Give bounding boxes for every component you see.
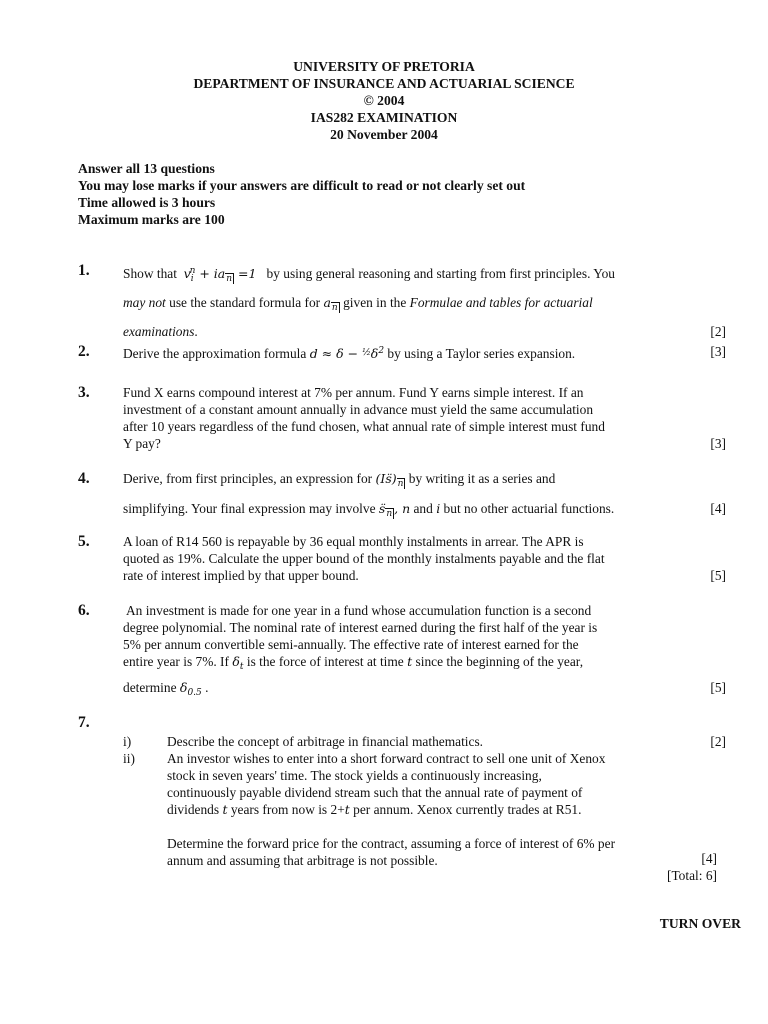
instruction-line: Answer all 13 questions — [78, 161, 215, 176]
question-7-parts — [78, 733, 726, 869]
question-body — [123, 533, 726, 584]
q1-reference: Formulae and tables for actuarial — [409, 295, 593, 310]
q7i-text: Describe the concept of arbitrage in financial mathematics. — [167, 734, 484, 749]
q6-symbol-t: t — [407, 654, 413, 669]
question-mark: [4] — [701, 851, 717, 866]
q4-text: by writing it as a series and — [408, 471, 556, 486]
q7ii-line: Determine the forward price for the contract, assuming a force of interest of 6% per — [167, 836, 616, 851]
exam-header — [0, 58, 768, 143]
q3-line: investment of a constant amount annually in advance must yield the same accumulation — [123, 402, 594, 417]
q1-text: use the standard formula for — [169, 295, 321, 310]
question-number: 1. — [78, 262, 90, 279]
question-mark: [2] — [710, 324, 726, 339]
question-mark: [3] — [710, 344, 726, 359]
instruction-line: Maximum marks are 100 — [78, 212, 225, 227]
question-total: [Total: 6] — [666, 868, 717, 883]
question-number: 4. — [78, 470, 90, 487]
q4-text: but no other actuarial functions. — [443, 501, 615, 516]
q1-reference: examinations — [123, 324, 195, 339]
turn-over-label: TURN OVER — [659, 916, 741, 931]
q4-text: and — [413, 501, 433, 516]
q7-symbol-t: t — [344, 802, 350, 817]
q7-part-i — [123, 733, 726, 750]
q6-line: 5% per annum convertible semi-annually. The effective rate of interest earned for the — [123, 637, 579, 652]
q1-text: by using general reasoning and starting from first principles. You — [266, 266, 615, 281]
question-mark: [2] — [710, 734, 726, 749]
q7-part-ii — [123, 750, 726, 869]
q2-formula: $d \approx \delta - ^{\frac{1}{2}}\delta^2$ — [309, 346, 385, 361]
q4-text: simplifying. Your final expression may involve — [123, 501, 376, 516]
question-body — [123, 343, 726, 362]
q6-text: since the beginning of the year, — [415, 654, 584, 669]
question-body — [123, 470, 726, 523]
question-2 — [78, 343, 726, 362]
q6-line: degree polynomial. The nominal rate of interest earned during the first half of the year is — [123, 620, 598, 635]
q5-line: A loan of R14 560 is repayable by 36 equal monthly instalments in arrear. The APR is — [123, 534, 584, 549]
part-label: ii) — [123, 751, 135, 766]
instructions — [78, 160, 525, 228]
q1-annuity-symbol: $a_n$ — [323, 295, 338, 313]
q7ii-line: annum and assuming that arbitrage is not possible. — [167, 853, 438, 868]
question-mark: [4] — [710, 501, 726, 516]
question-1 — [78, 262, 726, 340]
q2-text: Derive the approximation formula — [123, 346, 307, 361]
exam-date: 20 November 2004 — [330, 127, 438, 142]
q6-line: An investment is made for one year in a fund whose accumulation function is a second — [126, 603, 592, 618]
question-4 — [78, 470, 726, 523]
q6-delta-half: $\delta_{0.5}$ — [179, 680, 202, 698]
q7ii-line: An investor wishes to enter into a short forward contract to sell one unit of Xenox — [167, 751, 606, 766]
q5-line: quoted as 19%. Calculate the upper bound of the monthly instalments payable and the flat — [123, 551, 605, 566]
question-body — [123, 262, 726, 340]
q7ii-text: years from now is 2+ — [230, 802, 345, 817]
q7ii-line: stock in seven years' time. The stock yields a continuously increasing, — [167, 768, 542, 783]
q6-text: entire year is 7%. If — [123, 654, 229, 669]
q7-marks — [667, 850, 717, 884]
question-number: 3. — [78, 384, 90, 401]
question-mark: [5] — [710, 680, 726, 695]
q7ii-text: dividends — [167, 802, 220, 817]
q1-emphasis: may not — [123, 295, 166, 310]
copyright: © 2004 — [363, 93, 405, 108]
q7ii-line: continuously payable dividend stream such that the annual rate of payment of — [167, 785, 583, 800]
q4-text: Derive, from first principles, an expression for — [123, 471, 373, 486]
question-number: 6. — [78, 602, 90, 619]
exam-code: IAS282 EXAMINATION — [310, 110, 458, 125]
q3-line: after 10 years regardless of the fund chosen, what annual rate of simple interest must fund — [123, 419, 605, 434]
q1-text: Show that — [123, 266, 177, 281]
q6-text: is the force of interest at time — [246, 654, 404, 669]
question-body — [123, 384, 726, 452]
part-label: i) — [123, 734, 132, 749]
question-mark: [3] — [710, 436, 726, 451]
q4-formula: $(Is̈)_n$ — [375, 471, 404, 489]
q2-text: by using a Taylor series expansion. — [387, 346, 576, 361]
question-number: 2. — [78, 343, 90, 360]
question-3 — [78, 384, 726, 452]
q6-delta-t: $\delta_t$ — [232, 654, 244, 672]
q4-symbols: $s̈_n$ , n — [378, 501, 411, 519]
question-5 — [78, 533, 726, 584]
question-body: An investment is made for one year in a fund whose accumulation function is a second degree polynomial. The nominal rate of interest earned during the first half of the year is 5% per annum convertible semi-annually. The effective rate of interest earned for the entire year is 7%. If $\delta_t$ is the force of interest at time t since the beginning of the year, determine $\delta_{0.5}$ . [5] — [123, 603, 726, 698]
q6-text: determine — [123, 680, 177, 695]
q3-line: Y pay? — [123, 436, 161, 451]
q1-punct: . — [194, 324, 198, 339]
q1-text: given in the — [343, 295, 407, 310]
question-number: 7. — [78, 714, 90, 731]
instruction-line: Time allowed is 3 hours — [78, 195, 216, 210]
q3-line: Fund X earns compound interest at 7% per annum. Fund Y earns simple interest. If an — [123, 385, 584, 400]
question-6 — [78, 602, 726, 702]
q7-symbol-t: t — [222, 802, 228, 817]
university-name: UNIVERSITY OF PRETORIA — [293, 59, 475, 74]
q5-line: rate of interest implied by that upper bound. — [123, 568, 359, 583]
question-mark: [5] — [710, 568, 726, 583]
q1-formula: $v_i^n + ia_n =1$ — [183, 266, 257, 284]
q4-symbol-i: i — [436, 501, 441, 516]
instruction-line: You may lose marks if your answers are difficult to read or not clearly set out — [78, 178, 526, 193]
question-number: 5. — [78, 533, 90, 550]
department-name: DEPARTMENT OF INSURANCE AND ACTUARIAL SCIENCE — [193, 76, 575, 91]
q7ii-text: per annum. Xenox currently trades at R51. — [353, 802, 582, 817]
